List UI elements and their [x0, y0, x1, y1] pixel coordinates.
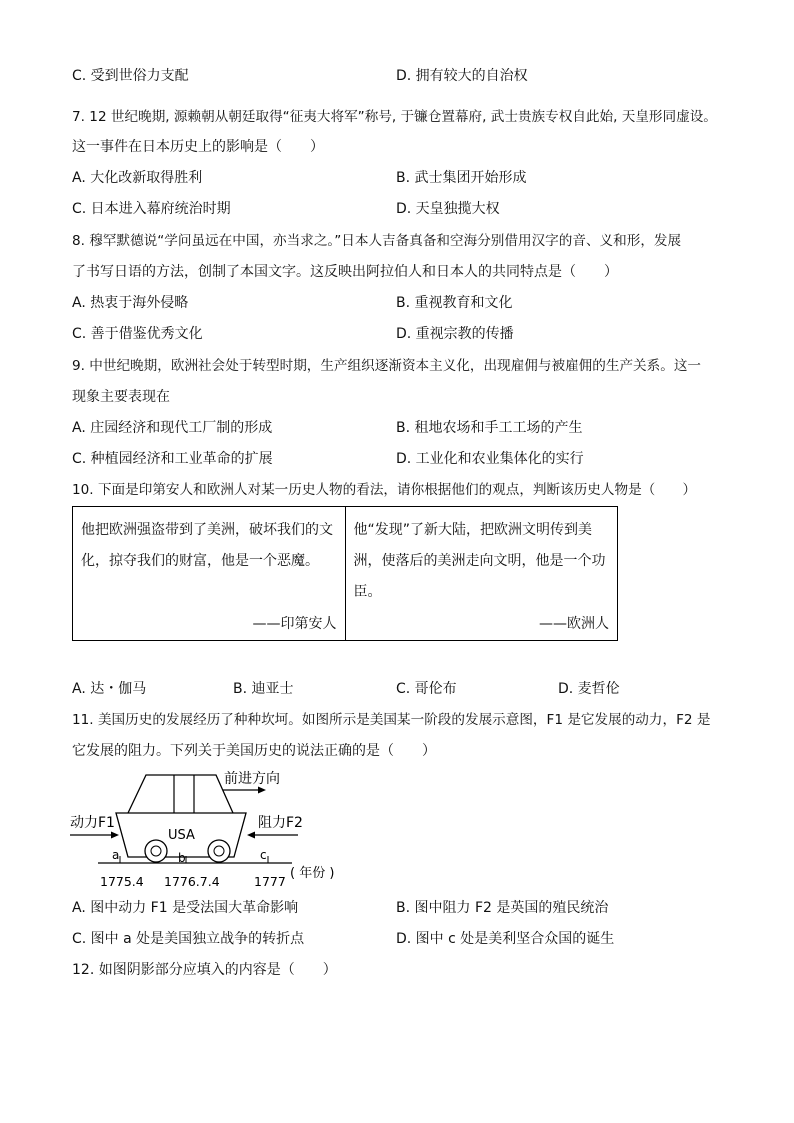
q6-option-d: D. 拥有较大的自治权: [396, 68, 528, 84]
q11-stem-line2: 它发展的阻力。下列关于美国历史的说法正确的是（ ）: [72, 743, 436, 759]
q8-option-d: D. 重视宗教的传播: [396, 326, 514, 342]
q11-option-a: A. 图中动力 F1 是受法国大革命影响: [72, 900, 299, 916]
indian-view-source: ——印第安人: [252, 616, 337, 632]
q11-stem-line1: 11. 美国历史的发展经历了种种坎坷。如图所示是美国某一阶段的发展示意图，F1 是它发展的动力，F2 是: [72, 712, 711, 728]
q9-option-d: D. 工业化和农业集体化的实行: [396, 451, 584, 467]
f2-arrow-head: [247, 832, 255, 839]
q10-option-b: B. 迪亚士: [233, 681, 294, 697]
q9-stem-line1: 9. 中世纪晚期，欧洲社会处于转型时期，生产组织逐渐资本主义化，出现雇佣与被雇佣的生产关系。这一: [72, 358, 702, 374]
q8-option-c: C. 善于借鉴优秀文化: [72, 326, 203, 342]
q10-option-c: C. 哥伦布: [396, 681, 457, 697]
indian-view-text: 他把欧洲强盗带到了美洲，破坏我们的文化，掠夺我们的财富，他是一个恶魔。: [81, 522, 333, 569]
date-b-label: 1776.7.4: [164, 874, 220, 889]
wheel-left-hub: [151, 846, 161, 856]
wheel-right-hub: [214, 846, 224, 856]
european-view-cell: [345, 507, 618, 641]
q12-stem: 12. 如图阴影部分应填入的内容是（ ）: [72, 962, 337, 978]
car-roof: [128, 775, 233, 813]
indian-view-cell: [73, 507, 346, 641]
point-a-label: a: [112, 848, 120, 862]
direction-label: 前进方向: [224, 771, 280, 787]
q9-option-a: A. 庄园经济和现代工厂制的形成: [72, 420, 273, 436]
q10-option-d: D. 麦哲伦: [558, 681, 620, 697]
european-view-text: 他“发现”了新大陆，把欧洲文明传到美洲，使落后的美洲走向文明，他是一个功臣。: [353, 522, 606, 600]
axis-unit-label: ( 年份 ): [290, 866, 335, 881]
point-b-label: b: [178, 851, 186, 865]
date-a-label: 1775.4: [100, 874, 144, 889]
point-c-label: c: [260, 848, 267, 862]
european-view-source: ——欧洲人: [539, 616, 609, 632]
q9-stem-line2: 现象主要表现在: [72, 389, 170, 405]
q7-option-b: B. 武士集团开始形成: [396, 170, 527, 186]
q7-option-d: D. 天皇独揽大权: [396, 201, 500, 217]
q8-stem-line1: 8. 穆罕默德说“学问虽远在中国，亦当求之。”日本人吉备真备和空海分别借用汉字的音、义和形，发展: [72, 233, 682, 249]
f1-arrow-head: [111, 832, 119, 839]
q8-option-a: A. 热衷于海外侵略: [72, 295, 189, 311]
car-label: USA: [168, 828, 195, 843]
q6-option-c: C. 受到世俗力支配: [72, 68, 189, 84]
q7-option-c: C. 日本进入幕府统治时期: [72, 201, 231, 217]
q11-option-c: C. 图中 a 处是美国独立战争的转折点: [72, 931, 305, 947]
direction-arrow-head: [258, 787, 266, 794]
q8-option-b: B. 重视教育和文化: [396, 295, 513, 311]
q7-option-a: A. 大化改新取得胜利: [72, 170, 203, 186]
f1-label: 动力F1: [70, 815, 115, 831]
q7-stem-line1: 7. 12 世纪晚期, 源赖朝从朝廷取得“征夷大将军”称号, 于镰仓置幕府, 武士贵族专权自此始, 天皇形同虚设。: [72, 109, 717, 125]
usa-development-diagram: [70, 765, 360, 893]
q11-option-b: B. 图中阻力 F2 是英国的殖民统治: [396, 900, 609, 916]
q10-stem: 10. 下面是印第安人和欧洲人对某一历史人物的看法，请你根据他们的观点，判断该历史人物是（ ）: [72, 482, 697, 498]
q7-stem-line2: 这一事件在日本历史上的影响是（ ）: [72, 139, 324, 155]
q9-option-c: C. 种植园经济和工业革命的扩展: [72, 451, 273, 467]
q11-option-d: D. 图中 c 处是美利坚合众国的诞生: [396, 931, 615, 947]
q9-option-b: B. 租地农场和手工工场的产生: [396, 420, 583, 436]
q8-stem-line2: 了书写日语的方法，创制了本国文字。这反映出阿拉伯人和日本人的共同特点是（ ）: [72, 264, 618, 280]
f2-label: 阻力F2: [258, 815, 303, 831]
q10-option-a: A. 达・伽马: [72, 681, 147, 697]
q10-viewpoint-table: [72, 506, 618, 641]
date-c-label: 1777: [254, 874, 286, 889]
